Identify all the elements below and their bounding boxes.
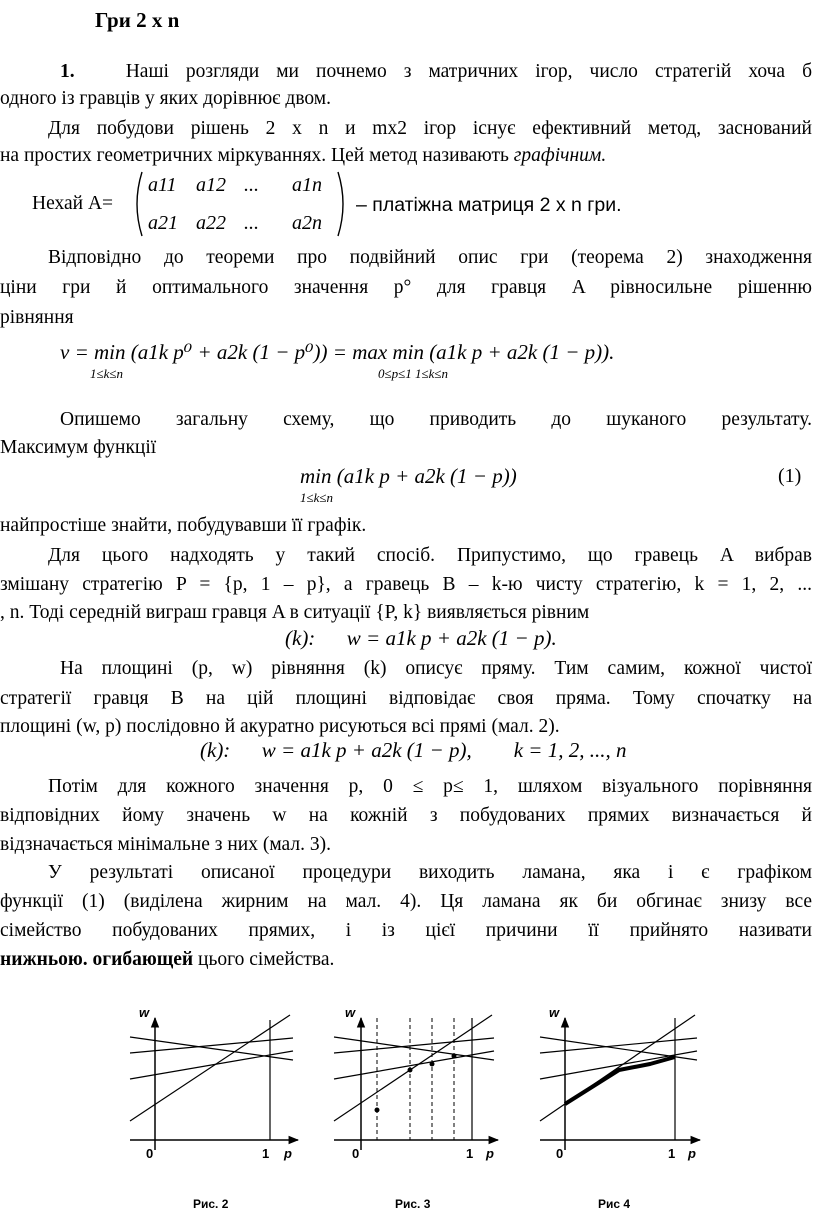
fig3-minimum-point	[452, 1054, 457, 1059]
paragraph-2-line-1: Для побудови рішень 2 х n и mx2 ігор існує ефективний метод, заснований	[48, 118, 812, 139]
equation-value-range-2: 0≤p≤1 1≤k≤n	[378, 366, 449, 381]
equation-1-range: 1≤k≤n	[300, 490, 334, 505]
fig4-strategy-line	[540, 1051, 697, 1079]
paragraph-8-line-4: нижньою. огибающей цього сімейства.	[0, 949, 335, 970]
paragraph-7-line-3: відзначається мінімальне з них (мал. 3).	[0, 834, 331, 855]
matrix-entry: ...	[244, 212, 259, 234]
matrix-row-1	[148, 174, 340, 197]
matrix-entry: a2n	[292, 212, 322, 234]
fig3-caption: Рис. 3	[395, 1197, 431, 1211]
paragraph-6-line-3: площині (w, p) послідовно й акуратно рисуються всі прямі (мал. 2).	[0, 716, 560, 737]
equation-value-range-1: 1≤k≤n	[90, 366, 124, 381]
fig3-zero-label: 0	[352, 1146, 360, 1161]
paragraph-6-line-1: На площині (p, w) рівняння (k) описує пряму. Тим самим, кожної чистої	[60, 658, 812, 679]
equation-value: ν = min (a1k p⁰ + a2k (1 − p⁰)) = max min (a1k p + a2k (1 − p)).	[60, 340, 615, 364]
paragraph-1-line-1: 1. Наші розгляди ми почнемо з матричних ігор, число стратегій хоча б	[60, 61, 812, 82]
fig3-minimum-point	[430, 1062, 435, 1067]
figure-3	[334, 1005, 498, 1211]
matrix-row-2	[148, 212, 340, 235]
equation-k-1: (k): w = a1k p + a2k (1 − p).	[285, 626, 557, 650]
paragraph-7-line-2: відповідних йому значень w на кожній з побудованих прямих визначається й	[0, 805, 812, 826]
fig4-w-label: w	[549, 1005, 560, 1020]
matrix-lead: Нехай А=	[32, 193, 114, 214]
paragraph-3-line-1: Відповідно до теореми про подвійний опис гри (теорема 2) знаходження	[48, 247, 812, 268]
fig2-zero-label: 0	[146, 1146, 154, 1161]
matrix-entry: a21	[148, 212, 178, 234]
paragraph-8-line-2: функції (1) (виділена жирним на мал. 4). Ця ламана як би обгинає знизу все	[0, 891, 812, 912]
fig3-strategy-line	[334, 1015, 492, 1121]
equation-1: min (a1k p + a2k (1 − p))	[300, 464, 517, 488]
fig4-zero-label: 0	[556, 1146, 564, 1161]
fig3-minimum-point	[375, 1108, 380, 1113]
paragraph-4-line-2: Максимум функції	[0, 437, 157, 458]
paragraph-8-line-1: У результаті описаної процедури виходить ламана, яка і є графіком	[48, 862, 812, 883]
fig2-p-label: p	[284, 1146, 292, 1161]
paragraph-3-line-2: ціни гри й оптимального значення p° для гравця A рівносильне рішенню	[0, 277, 812, 298]
paragraph-3-line-3: рівняння	[0, 307, 74, 328]
paragraph-5-line-1: Для цього надходять у такий спосіб. Припустимо, що гравець A вибрав	[48, 545, 812, 566]
paragraph-2-line-2: на простих геометричних міркуваннях. Цей метод називають графічним.	[0, 145, 607, 166]
paragraph-5-line-3: , n. Тоді середній виграш гравця A в ситуації {P, k} виявляється рівним	[0, 602, 590, 623]
fig4-one-label: 1	[668, 1146, 676, 1161]
page-title: Гри 2 х n	[95, 8, 180, 32]
paragraph-4-line-1: Опишемо загальну схему, що приводить до шуканого результату.	[60, 409, 812, 430]
matrix-entry: a11	[148, 174, 177, 196]
fig3-p-label: p	[486, 1146, 494, 1161]
fig2-strategy-line	[130, 1015, 290, 1121]
paragraph-5-line-2: змішану стратегію P = {p, 1 – p}, а гравець B – k-ю чисту стратегію, k = 1, 2, ...	[0, 574, 812, 595]
fig3-strategy-line	[334, 1051, 494, 1079]
fig2-w-label: w	[139, 1005, 150, 1020]
fig4-lower-envelope	[565, 1057, 675, 1104]
fig4-p-label: p	[688, 1146, 696, 1161]
fig4-caption: Рис 4	[598, 1197, 631, 1211]
figures	[0, 990, 816, 1220]
paragraph-7-line-1: Потім для кожного значення p, 0 ≤ p≤ 1, шляхом візуального порівняння	[48, 776, 812, 797]
figure-4	[540, 1005, 700, 1211]
figure-2	[130, 1005, 298, 1211]
matrix-entry: a12	[196, 174, 226, 196]
fig3-w-label: w	[345, 1005, 356, 1020]
matrix-entry: ...	[244, 174, 259, 196]
paragraph-8-line-3: сімейство побудованих прямих, і із цієї причини її прийнято називати	[0, 920, 812, 941]
paragraph-1-line-2: одного із гравців у яких дорівнює двом.	[0, 88, 331, 109]
paragraph-6-line-2: стратегії гравця B на цій площині відповідає своя пряма. Тому спочатку на	[0, 688, 812, 709]
equation-k-2: (k): w = a1k p + a2k (1 − p), k = 1, 2, ..., n	[200, 738, 627, 762]
fig3-minimum-point	[408, 1068, 413, 1073]
fig2-caption: Рис. 2	[193, 1197, 229, 1211]
fig4-strategy-line	[540, 1015, 695, 1121]
paragraph-4-line-3: найпростіше знайти, побудувавши її графік.	[0, 515, 367, 536]
fig2-one-label: 1	[262, 1146, 270, 1161]
matrix-tail: – платіжна матриця 2 х n гри.	[356, 194, 622, 216]
matrix-entry: a1n	[292, 174, 322, 196]
payoff-matrix	[130, 168, 350, 240]
fig3-one-label: 1	[466, 1146, 474, 1161]
paragraph-number: 1.	[60, 61, 75, 82]
equation-1-number: (1)	[778, 465, 802, 487]
matrix-entry: a22	[196, 212, 226, 234]
